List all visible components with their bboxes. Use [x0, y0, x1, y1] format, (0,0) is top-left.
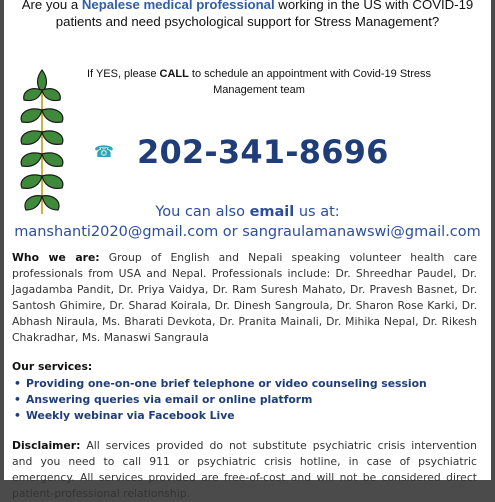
- headline-prefix: Are you a: [21, 0, 82, 12]
- email-word: email: [249, 204, 295, 220]
- services-list: [12, 376, 427, 424]
- headline-suffix: working in the US with COVID-19: [274, 0, 474, 12]
- call-word: CALL: [159, 68, 189, 80]
- service-item-1: Providing one-on-one brief telephone or video counseling session: [26, 377, 427, 390]
- email-intro: [4, 202, 491, 222]
- bullet-icon: •: [14, 409, 21, 422]
- bullet-icon: •: [14, 393, 21, 406]
- phone-number[interactable]: 202-341-8696: [137, 133, 389, 171]
- disclaimer-text: All services provided do not substitute psychiatric crisis intervention and you need to call 911 or psychiatric crisis hotline, in case of psychiatric emergency. All services provided are free-of-cost and will not be considered direct patient-professional relationship.: [12, 439, 477, 500]
- services-title: Our services:: [12, 360, 93, 373]
- headline-line2: patients and need psychological support for Stress Management?: [55, 14, 440, 29]
- who-text: Group of English and Nepali speaking volunteer health care professionals from USA and Nepal. Professionals include: Dr. Shreedhar Paudel, Dr. Jagadamba Pandit, Dr. Priya Vaidya, Dr. Ram Suresh Mahato, Dr. Pravesh Basnet, Dr. Santosh Ghimire, Dr. Sharad Koirala, Dr. Dinesh Sangroula, Dr. Sharon Rose Karki, Dr. Abhash Niraula, Ms. Bharati Devkota, Dr. Pranita Mainali, Dr. Mihika Nepal, Dr. Rikesh Chakradhar, Ms. Manaswi Sangraula: [12, 251, 477, 344]
- who-we-are-paragraph: [12, 250, 477, 346]
- service-item-2: Answering queries via email or online platform: [26, 393, 313, 406]
- flyer-page: [4, 0, 491, 500]
- list-item: [12, 408, 427, 424]
- call-instructions: [74, 66, 444, 98]
- list-item: [12, 392, 427, 408]
- headline-highlight: Nepalese medical professional: [81, 0, 275, 12]
- disclaimer-paragraph: [12, 438, 477, 502]
- headline: [4, 0, 491, 30]
- email-prefix: You can also: [155, 204, 250, 220]
- email-suffix: us at:: [294, 204, 340, 220]
- bullet-icon: •: [14, 377, 21, 390]
- email-addresses[interactable]: manshanti2020@gmail.com or sangraulamanawswi@gmail.com: [14, 224, 481, 240]
- service-item-3: Weekly webinar via Facebook Live: [26, 409, 235, 422]
- who-label: Who we are:: [12, 251, 100, 264]
- call-prefix: If YES, please: [86, 68, 160, 80]
- call-suffix: to schedule an appointment with Covid-19 Stress Management team: [188, 68, 432, 96]
- phone-icon: ☎: [94, 142, 114, 161]
- list-item: [12, 376, 427, 392]
- laurel-branch-icon: [12, 64, 68, 220]
- disclaimer-label: Disclaimer:: [12, 439, 81, 452]
